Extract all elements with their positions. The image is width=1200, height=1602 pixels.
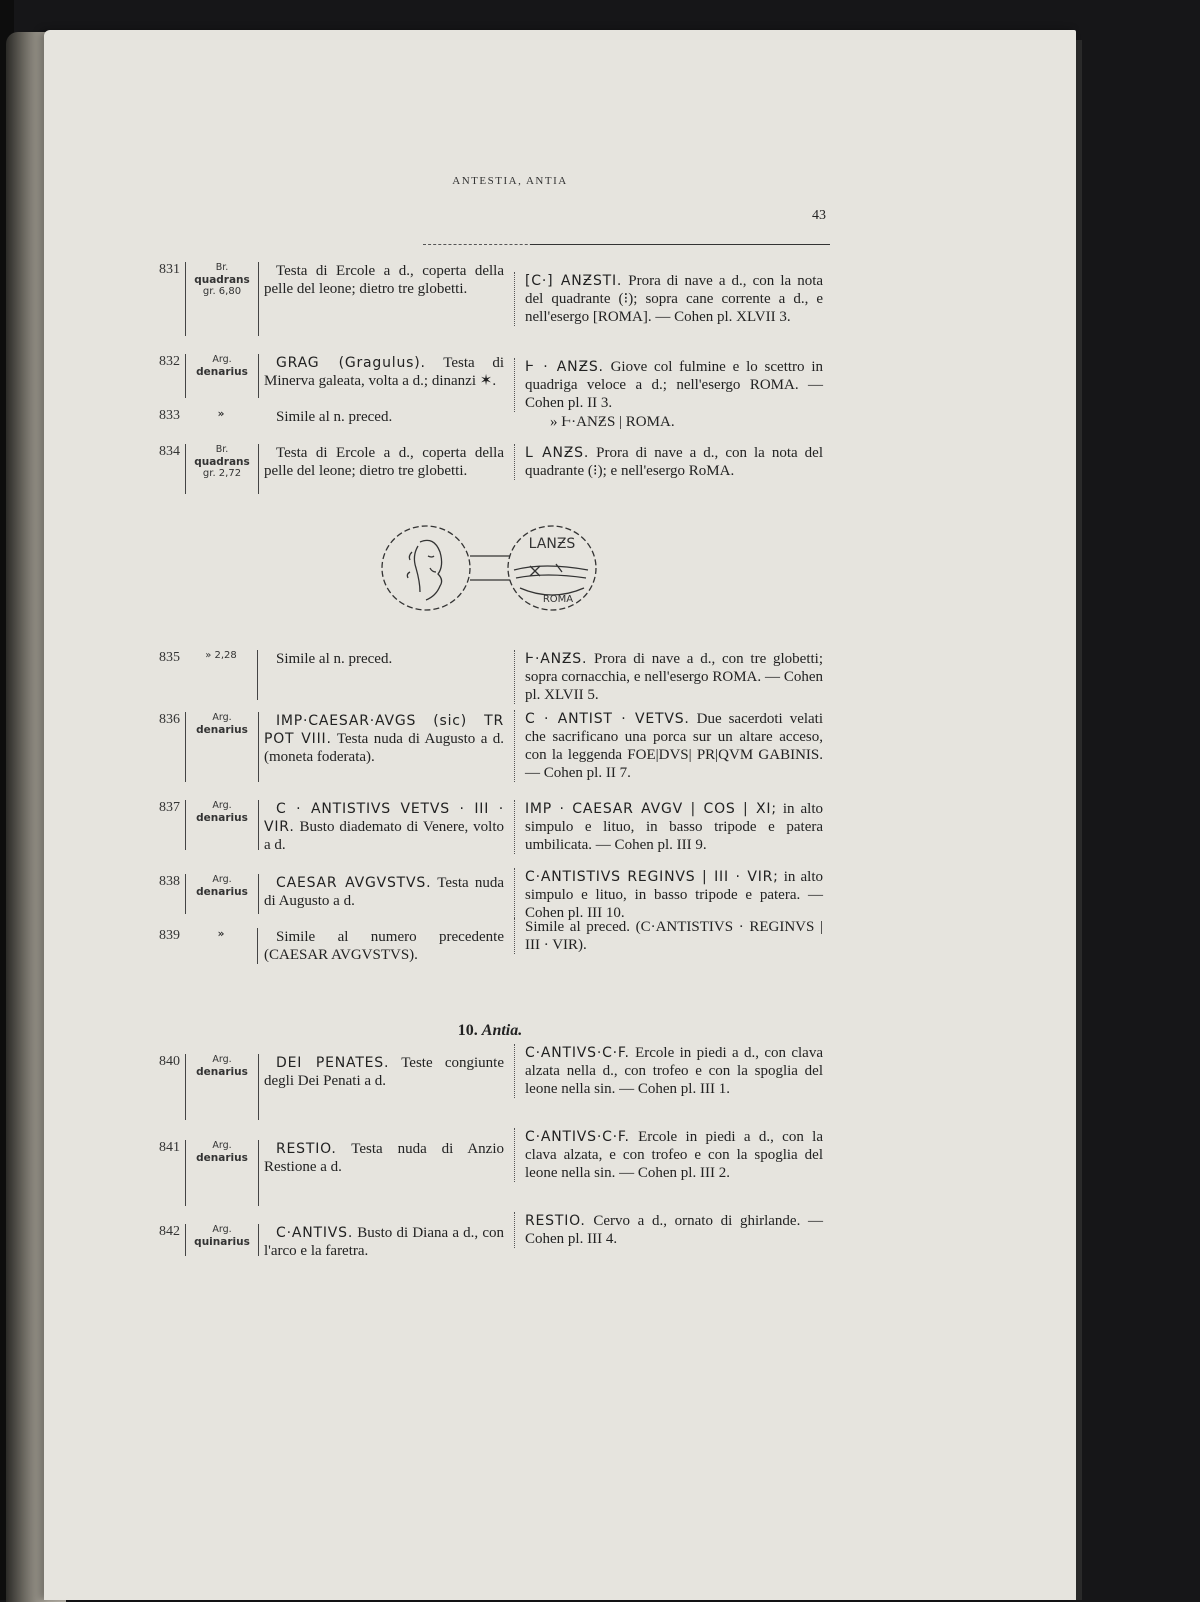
obverse-description	[264, 1054, 504, 1090]
reverse-legend: C·ANTISTIVS REGINVS | III · VIR;	[525, 869, 779, 885]
reverse-description: » Ⱶ·ANƵS | ROMA.	[550, 414, 675, 430]
reverse-text: in alto simpulo e lituo, in basso tripode e patera umbilicata. — Cohen pl. III 9.	[525, 801, 824, 853]
metal: Arg.	[212, 354, 232, 365]
coin-inscription-top: LANƵS	[528, 536, 576, 552]
reverse-legend: Ⱶ·ANƵS.	[525, 651, 588, 667]
reverse-description	[514, 272, 823, 326]
obverse-description	[264, 1224, 504, 1260]
reverse-description	[514, 868, 823, 922]
obverse-text: Teste congiunte degli Dei Penati a d.	[264, 1055, 504, 1089]
entry-number: 831	[159, 262, 180, 277]
denomination: »	[217, 928, 225, 940]
obverse-description: Simile al n. preced.	[276, 651, 393, 667]
denomination: denarius	[196, 724, 248, 736]
obverse-legend: C · ANTISTIVS VETVS · III · VIR.	[264, 801, 504, 835]
obverse-legend: IMP·CAESAR·AVGS (sic) TR POT VIII.	[264, 713, 504, 747]
entry-number: 833	[159, 408, 180, 423]
header-dashed-rule	[423, 244, 543, 245]
obverse-text: Testa nuda di Anzio Restione a d.	[264, 1141, 504, 1175]
reverse-text: Due sacerdoti velati che sacrificano una porca sur un altare acceso, con la leggenda FOE|DVS| PR|QVM GABINIS. — Cohen pl. II 7.	[525, 711, 824, 781]
denomination: denarius	[196, 1066, 248, 1078]
obverse-text: Busto di Diana a d., con l'arco e la faretra.	[264, 1225, 504, 1259]
denomination-cell	[185, 1054, 259, 1120]
weight: » 2,28	[205, 650, 237, 661]
denomination: denarius	[196, 366, 248, 378]
page-edge-shadow	[1076, 40, 1082, 1600]
weight: gr. 2,72	[202, 468, 242, 479]
reverse-text: Prora di nave a d., con la nota del quadrante (⁝); sopra cane corrente a d., e nell'esergo [ROMA]. — Cohen pl. XLVII 3.	[525, 273, 824, 325]
reverse-text: Prora di nave a d., con la nota del quadrante (⁝); e nell'esergo RoMA.	[525, 445, 823, 479]
denomination-cell	[185, 712, 259, 782]
coin-inscription-bottom: ROMA	[542, 594, 574, 605]
metal: Br.	[215, 262, 229, 273]
obverse-description: Simile al n. preced.	[276, 409, 393, 425]
denomination-cell	[185, 1224, 259, 1256]
obverse-text: Testa di Minerva galeata, volta a d.; dinanzi ✶.	[264, 355, 505, 389]
coin-illustration	[380, 522, 600, 614]
denomination-cell	[185, 1140, 259, 1206]
denomination-cell	[185, 444, 259, 494]
denomination-cell	[185, 800, 259, 850]
reverse-legend: RESTIO.	[525, 1213, 586, 1229]
section-name: Antia.	[481, 1022, 523, 1039]
section-title	[400, 1022, 580, 1040]
reverse-legend: C·ANTIVS·C·F.	[525, 1129, 630, 1145]
denomination: quadrans	[194, 456, 250, 468]
reverse-text: in alto simpulo e lituo, in basso tripode e patera. — Cohen pl. III 10.	[525, 869, 823, 921]
denomination-cell	[185, 928, 258, 964]
metal: Arg.	[212, 1224, 232, 1235]
metal: Arg.	[212, 712, 232, 723]
reverse-text: Giove col fulmine e lo scettro in quadriga veloce a d.; nell'esergo ROMA. — Cohen pl. II 3.	[525, 359, 823, 411]
reverse-text: Ercole in piedi a d., con la clava alzata, e con trofeo e con la spoglia del leone nella sin. — Cohen pl. III 2.	[525, 1129, 823, 1181]
denomination-cell	[185, 408, 257, 424]
entry-number: 841	[159, 1140, 180, 1155]
reverse-legend: IMP · CAESAR AVGV | COS | XI;	[525, 801, 777, 817]
reverse-legend: C · ANTIST · VETVS.	[525, 711, 690, 727]
entry-number: 838	[159, 874, 180, 889]
obverse-text: Testa nuda di Augusto a d. (moneta foderata).	[264, 731, 505, 765]
denomination: »	[217, 408, 225, 420]
reverse-description: Simile al preced. (C·ANTISTIVS · REGINVS | III · VIR).	[514, 918, 823, 954]
reverse-description	[514, 1044, 823, 1098]
obverse-description: Simile al numero precedente (CAESAR AVGVSTVS).	[264, 929, 504, 963]
obverse-legend: GRAG (Gragulus).	[276, 355, 426, 371]
denomination: denarius	[196, 886, 248, 898]
obverse-description	[264, 800, 504, 854]
metal: Arg.	[212, 1054, 232, 1065]
obverse-description: Testa di Ercole a d., coperta della pelle del leone; dietro tre globetti.	[264, 445, 504, 479]
entry-number: 834	[159, 444, 180, 459]
entry-number: 836	[159, 712, 180, 727]
metal: Arg.	[212, 800, 232, 811]
reverse-text: Prora di nave a d., con tre globetti; sopra cornacchia, e nell'esergo ROMA. — Cohen pl. XLVII 5.	[525, 651, 824, 703]
denomination-cell	[185, 354, 259, 398]
reverse-description	[514, 358, 823, 412]
obverse-text: Testa nuda di Augusto a d.	[264, 875, 505, 909]
denomination: quadrans	[194, 274, 250, 286]
obverse-description	[264, 354, 504, 390]
obverse-description	[264, 874, 504, 910]
denomination-cell	[185, 650, 258, 700]
entry-number: 839	[159, 928, 180, 943]
metal: Arg.	[212, 1140, 232, 1151]
running-title: ANTESTIA, ANTIA	[452, 175, 568, 187]
entry-number: 835	[159, 650, 180, 665]
reverse-description	[514, 444, 823, 480]
section-number: 10.	[457, 1022, 478, 1039]
reverse-legend: [C·] ANƵSTI.	[525, 273, 623, 289]
obverse-description	[264, 712, 504, 766]
obverse-coin-drawing	[382, 526, 470, 610]
entry-number: 837	[159, 800, 180, 815]
metal: Br.	[215, 444, 229, 455]
obverse-legend: RESTIO.	[276, 1141, 337, 1157]
entry-number: 840	[159, 1054, 180, 1069]
reverse-description	[514, 1128, 823, 1182]
metal: Arg.	[212, 874, 232, 885]
obverse-legend: DEI PENATES.	[276, 1055, 390, 1071]
reverse-text: Ercole in piedi a d., con clava alzata nella d., con trofeo e con la spoglia del leone nella sin. — Cohen pl. III 1.	[525, 1045, 823, 1097]
denomination-cell	[185, 262, 259, 336]
obverse-description	[264, 1140, 504, 1176]
reverse-description	[514, 1212, 823, 1248]
reverse-text: Cervo a d., ornato di ghirlande. — Cohen pl. III 4.	[525, 1213, 824, 1247]
weight: gr. 6,80	[202, 286, 242, 297]
reverse-description	[514, 650, 823, 704]
header-rule	[530, 244, 830, 245]
obverse-text: Busto diademato di Venere, volto a d.	[264, 819, 504, 853]
reverse-description	[514, 800, 823, 854]
obverse-legend: CAESAR AVGVSTVS.	[276, 875, 432, 891]
entry-number: 842	[159, 1224, 180, 1239]
obverse-description: Testa di Ercole a d., coperta della pelle del leone; dietro tre globetti.	[264, 263, 504, 297]
denomination-cell	[185, 874, 259, 914]
reverse-legend: L ANƵS.	[525, 445, 590, 461]
entry-number: 832	[159, 354, 180, 369]
denomination: denarius	[196, 1152, 248, 1164]
denomination: quinarius	[194, 1236, 250, 1248]
reverse-legend: C·ANTIVS·C·F.	[525, 1045, 630, 1061]
reverse-legend: Ⱶ · ANƵS.	[525, 359, 604, 375]
obverse-legend: C·ANTIVS.	[276, 1225, 354, 1241]
reverse-description	[514, 710, 823, 782]
page-number: 43	[812, 208, 826, 223]
denomination: denarius	[196, 812, 248, 824]
